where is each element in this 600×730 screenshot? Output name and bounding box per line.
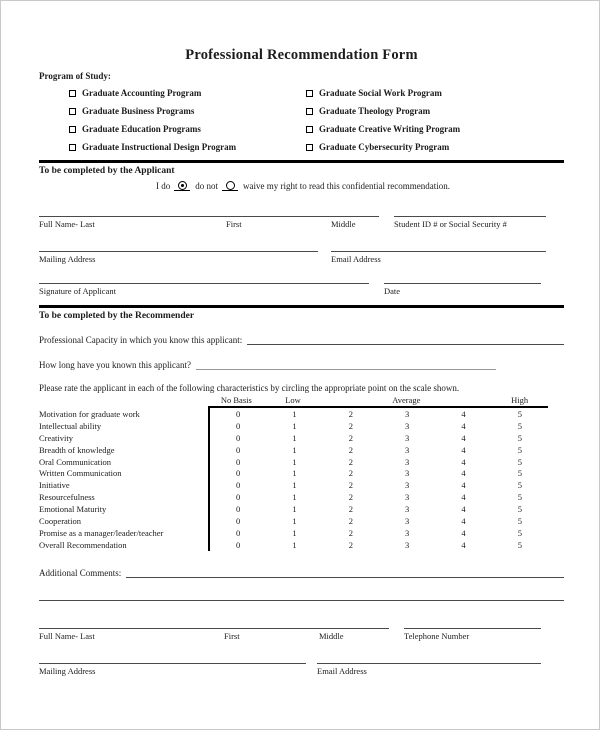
rating-value-3[interactable]: 3 — [405, 480, 410, 491]
program-option[interactable] — [69, 88, 306, 98]
applicant-section-header: To be completed by the Applicant — [39, 166, 175, 176]
applicant-email-field[interactable] — [331, 251, 546, 265]
rating-table — [39, 395, 548, 551]
waiver-statement-text: waive my right to read this confidential recommendation. — [243, 181, 450, 191]
email-address-label: Email Address — [317, 665, 367, 676]
rating-value-4[interactable]: 4 — [461, 444, 466, 455]
applicant-mailing-address-field[interactable] — [39, 251, 318, 265]
rating-value-2[interactable]: 2 — [348, 480, 353, 491]
last-name-label: Full Name- Last — [39, 219, 95, 229]
rating-value-0[interactable]: 0 — [236, 515, 241, 526]
characteristic-label: Motivation for graduate work — [39, 408, 140, 419]
rating-table-body — [39, 408, 548, 551]
rating-row — [39, 491, 548, 503]
program-option-label: Graduate Creative Writing Program — [319, 124, 461, 134]
last-name-label: Full Name- Last — [39, 630, 95, 641]
characteristic-label: Creativity — [39, 432, 73, 443]
telephone-label: Telephone Number — [404, 630, 470, 641]
duration-known-label: How long have you known this applicant? — [39, 360, 191, 370]
rating-value-4[interactable]: 4 — [461, 420, 466, 431]
rating-value-4[interactable]: 4 — [461, 539, 466, 550]
rating-value-0[interactable]: 0 — [236, 444, 241, 455]
program-option[interactable] — [306, 124, 564, 134]
mailing-address-label: Mailing Address — [39, 254, 96, 264]
waiver-do-not-label: do not — [195, 181, 219, 191]
rating-row — [39, 444, 548, 456]
rating-value-4[interactable]: 4 — [461, 504, 466, 515]
rating-value-5[interactable]: 5 — [517, 527, 522, 538]
program-option-label: Graduate Instructional Design Program — [82, 142, 237, 152]
rating-value-1[interactable]: 1 — [292, 480, 297, 491]
rating-value-0[interactable]: 0 — [236, 539, 241, 550]
rating-value-0[interactable]: 0 — [236, 408, 241, 419]
rating-row — [39, 456, 548, 468]
rating-row — [39, 527, 548, 539]
comments-continuation-line[interactable] — [39, 600, 564, 601]
section-divider — [39, 305, 564, 308]
checkbox-icon[interactable] — [306, 90, 313, 97]
program-option-label: Graduate Business Programs — [82, 106, 195, 116]
rating-value-1[interactable]: 1 — [292, 527, 297, 538]
rating-value-5[interactable]: 5 — [517, 515, 522, 526]
rating-table-header — [39, 395, 548, 408]
rating-value-1[interactable]: 1 — [292, 515, 297, 526]
scale-header-blank — [435, 395, 492, 406]
mailing-address-label: Mailing Address — [39, 665, 96, 676]
rating-value-3[interactable]: 3 — [405, 468, 410, 479]
rating-value-4[interactable]: 4 — [461, 480, 466, 491]
rating-value-4[interactable]: 4 — [461, 492, 466, 503]
additional-comments-label: Additional Comments: — [39, 567, 122, 578]
characteristic-label: Emotional Maturity — [39, 504, 107, 515]
characteristic-label: Resourcefulness — [39, 492, 95, 503]
rating-value-0[interactable]: 0 — [236, 432, 241, 443]
rating-value-3[interactable]: 3 — [405, 539, 410, 550]
rating-value-0[interactable]: 0 — [236, 420, 241, 431]
recommender-email-field[interactable] — [317, 663, 541, 677]
waiver-statement — [156, 181, 564, 191]
program-option[interactable] — [69, 106, 306, 116]
scale-header-low: Low — [285, 395, 301, 405]
rating-value-0[interactable]: 0 — [236, 492, 241, 503]
checkbox-icon[interactable] — [306, 108, 313, 115]
program-option[interactable] — [306, 88, 564, 98]
professional-capacity-label: Professional Capacity in which you know this applicant: — [39, 335, 243, 345]
applicant-name-field[interactable] — [39, 216, 379, 230]
rating-value-2[interactable]: 2 — [348, 432, 353, 443]
rating-value-1[interactable]: 1 — [292, 504, 297, 515]
rating-row — [39, 467, 548, 479]
program-option-label: Graduate Theology Program — [319, 106, 431, 116]
signature-label: Signature of Applicant — [39, 286, 116, 296]
rating-value-4[interactable]: 4 — [461, 527, 466, 538]
checkbox-icon[interactable] — [69, 126, 76, 133]
rating-value-5[interactable]: 5 — [517, 408, 522, 419]
additional-comments-field[interactable] — [126, 568, 564, 578]
rating-value-3[interactable]: 3 — [405, 456, 410, 467]
rating-value-1[interactable]: 1 — [292, 539, 297, 550]
rating-value-3[interactable]: 3 — [405, 420, 410, 431]
characteristic-label: Intellectual ability — [39, 420, 102, 431]
rating-value-0[interactable]: 0 — [236, 456, 241, 467]
rating-value-2[interactable]: 2 — [348, 527, 353, 538]
rating-value-2[interactable]: 2 — [348, 539, 353, 550]
characteristic-label: Initiative — [39, 480, 70, 491]
checkbox-icon[interactable] — [69, 144, 76, 151]
rating-value-3[interactable]: 3 — [405, 444, 410, 455]
date-label: Date — [384, 286, 401, 296]
checkbox-icon[interactable] — [306, 144, 313, 151]
characteristic-label: Breadth of knowledge — [39, 444, 115, 455]
rating-value-0[interactable]: 0 — [236, 480, 241, 491]
program-option-label: Graduate Education Programs — [82, 124, 201, 134]
rating-value-5[interactable]: 5 — [517, 492, 522, 503]
checkbox-icon[interactable] — [69, 90, 76, 97]
rating-value-5[interactable]: 5 — [517, 432, 522, 443]
professional-capacity-field[interactable] — [247, 335, 564, 345]
rating-value-5[interactable]: 5 — [517, 456, 522, 467]
rating-value-4[interactable]: 4 — [461, 432, 466, 443]
program-option[interactable] — [306, 106, 564, 116]
rating-value-3[interactable]: 3 — [405, 515, 410, 526]
rating-value-5[interactable]: 5 — [517, 480, 522, 491]
rating-row — [39, 539, 548, 551]
telephone-field[interactable] — [404, 628, 541, 642]
rating-value-4[interactable]: 4 — [461, 456, 466, 467]
rating-value-5[interactable]: 5 — [517, 420, 522, 431]
rating-value-2[interactable]: 2 — [348, 456, 353, 467]
rating-value-1[interactable]: 1 — [292, 456, 297, 467]
rating-row — [39, 515, 548, 527]
rating-row — [39, 479, 548, 491]
rating-instruction: Please rate the applicant in each of the following characteristics by circling the appropriate point on the scale shown. — [39, 383, 460, 393]
checkbox-icon[interactable] — [69, 108, 76, 115]
program-option-label: Graduate Cybersecurity Program — [319, 142, 450, 152]
middle-name-label: Middle — [331, 219, 356, 229]
rating-value-5[interactable]: 5 — [517, 539, 522, 550]
rating-value-3[interactable]: 3 — [405, 432, 410, 443]
rating-value-5[interactable]: 5 — [517, 504, 522, 515]
rating-value-3[interactable]: 3 — [405, 527, 410, 538]
rating-value-2[interactable]: 2 — [348, 515, 353, 526]
rating-value-1[interactable]: 1 — [292, 432, 297, 443]
page-title: Professional Recommendation Form — [185, 47, 418, 63]
rating-value-3[interactable]: 3 — [405, 408, 410, 419]
characteristic-label: Overall Recommendation — [39, 539, 127, 550]
checkbox-icon[interactable] — [306, 126, 313, 133]
characteristic-label: Cooperation — [39, 515, 82, 526]
scale-header-blank — [321, 395, 378, 406]
program-option[interactable] — [69, 124, 306, 134]
characteristic-label: Promise as a manager/leader/teacher — [39, 527, 164, 538]
middle-name-label: Middle — [319, 630, 344, 641]
rating-value-1[interactable]: 1 — [292, 492, 297, 503]
scale-header-high: High — [511, 395, 529, 405]
rating-value-2[interactable]: 2 — [348, 420, 353, 431]
rating-value-4[interactable]: 4 — [461, 468, 466, 479]
waiver-do-not-radio[interactable] — [222, 181, 238, 191]
rating-value-2[interactable]: 2 — [348, 492, 353, 503]
rating-row — [39, 503, 548, 515]
rating-value-3[interactable]: 3 — [405, 504, 410, 515]
section-divider — [39, 160, 564, 163]
rating-value-2[interactable]: 2 — [348, 408, 353, 419]
rating-value-2[interactable]: 2 — [348, 444, 353, 455]
program-option-label: Graduate Social Work Program — [319, 88, 442, 98]
rating-row — [39, 420, 548, 432]
program-of-study-options — [69, 84, 564, 156]
recommender-mailing-address-field[interactable] — [39, 663, 306, 677]
signature-field[interactable] — [39, 283, 369, 297]
rating-value-5[interactable]: 5 — [517, 444, 522, 455]
rating-value-2[interactable]: 2 — [348, 468, 353, 479]
waiver-i-do-label: I do — [156, 181, 171, 191]
characteristic-label: Oral Communication — [39, 456, 112, 467]
program-option-label: Graduate Accounting Program — [82, 88, 202, 98]
program-option[interactable] — [69, 142, 306, 152]
rating-value-1[interactable]: 1 — [292, 408, 297, 419]
rating-value-4[interactable]: 4 — [461, 515, 466, 526]
rating-value-0[interactable]: 0 — [236, 527, 241, 538]
student-id-field[interactable] — [394, 216, 546, 230]
recommender-name-field[interactable] — [39, 628, 389, 642]
waiver-i-do-radio[interactable] — [174, 181, 190, 191]
rating-row — [39, 408, 548, 420]
date-field[interactable] — [384, 283, 541, 297]
rating-value-1[interactable]: 1 — [292, 420, 297, 431]
rating-value-1[interactable]: 1 — [292, 444, 297, 455]
email-address-label: Email Address — [331, 254, 381, 264]
rating-value-1[interactable]: 1 — [292, 468, 297, 479]
first-name-label: First — [224, 630, 240, 641]
program-of-study-label: Program of Study: — [39, 71, 111, 81]
rating-value-5[interactable]: 5 — [517, 468, 522, 479]
rating-row — [39, 432, 548, 444]
rating-value-4[interactable]: 4 — [461, 408, 466, 419]
characteristic-label: Written Communication — [39, 468, 122, 479]
rating-value-2[interactable]: 2 — [348, 504, 353, 515]
program-option[interactable] — [306, 142, 564, 152]
first-name-label: First — [226, 219, 242, 229]
scale-header-average: Average — [392, 395, 421, 405]
rating-value-0[interactable]: 0 — [236, 504, 241, 515]
scale-header-no-basis: No Basis — [220, 395, 252, 405]
recommender-section-header: To be completed by the Recommender — [39, 311, 195, 321]
duration-known-field[interactable] — [196, 360, 496, 370]
rating-value-3[interactable]: 3 — [405, 492, 410, 503]
student-id-label: Student ID # or Social Security # — [394, 219, 507, 229]
rating-value-0[interactable]: 0 — [236, 468, 241, 479]
